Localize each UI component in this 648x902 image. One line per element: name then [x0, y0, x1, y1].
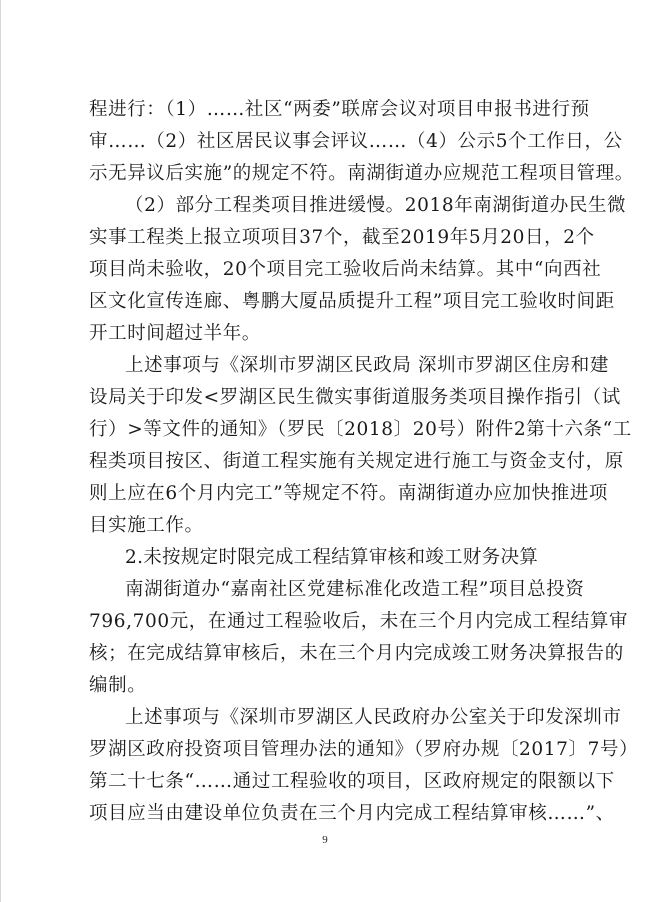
- section-heading: 2.未按规定时限完成工程结算审核和竣工财务决算: [125, 547, 539, 568]
- text-line: 开工时间超过半年。: [89, 323, 261, 344]
- text-line: 示无异议后实施”的规定不符。南湖街道办应规范工程项目管理。: [89, 163, 634, 184]
- text-line: 设局关于印发<罗湖区民生微实事街道服务类项目操作指引（试: [89, 387, 621, 408]
- text-line: 目实施工作。: [89, 515, 204, 536]
- paragraph-start-line: 南湖街道办“嘉南社区党建标准化改造工程”项目总投资: [125, 579, 585, 600]
- text-line: 程类项目按区、街道工程实施有关规定进行施工与资金支付，原: [89, 451, 624, 472]
- text-line: 项目应当由建设单位负责在三个月内完成工程结算审核……”、: [89, 803, 615, 824]
- paragraph-start-line: 上述事项与《深圳市罗湖区人民政府办公室关于印发深圳市: [125, 707, 622, 728]
- paragraph-start-line: （2）部分工程类项目推进缓慢。2018年南湖街道办民生微: [125, 195, 627, 216]
- text-line: 罗湖区政府投资项目管理办法的通知》（罗府办规〔2017〕7号）: [89, 739, 639, 760]
- document-body: [89, 94, 639, 830]
- text-line: 则上应在6个月内完工”等规定不符。南湖街道办应加快推进项: [89, 483, 609, 504]
- page-number: 9: [322, 834, 328, 846]
- text-line: 程进行：（1）……社区“两委”联席会议对项目申报书进行预: [89, 99, 590, 120]
- text-line: 796,700元，在通过工程验收后，未在三个月内完成工程结算审: [89, 611, 629, 632]
- text-line: 编制。: [89, 675, 147, 696]
- text-line: 核；在完成结算审核后，未在三个月内完成竣工财务决算报告的: [89, 643, 624, 664]
- text-line: 项目尚未验收，20个项目完工验收后尚未结算。其中“向西社: [89, 259, 602, 280]
- text-line: 第二十七条“……通过工程验收的项目，区政府规定的限额以下: [89, 771, 615, 792]
- text-line: 行）>等文件的通知》（罗民〔2018〕20号）附件2第十六条“工: [89, 419, 632, 440]
- text-line: 实事工程类上报立项项目37个，截至2019年5月20日，2个: [89, 227, 595, 248]
- paragraph-start-line: 上述事项与《深圳市罗湖区民政局 深圳市罗湖区住房和建: [125, 355, 609, 376]
- text-line: 审……（2）社区居民议事会评议……（4）公示5个工作日，公: [89, 131, 623, 152]
- text-line: 区文化宣传连廊、粤鹏大厦品质提升工程”项目完工验收时间距: [89, 291, 615, 312]
